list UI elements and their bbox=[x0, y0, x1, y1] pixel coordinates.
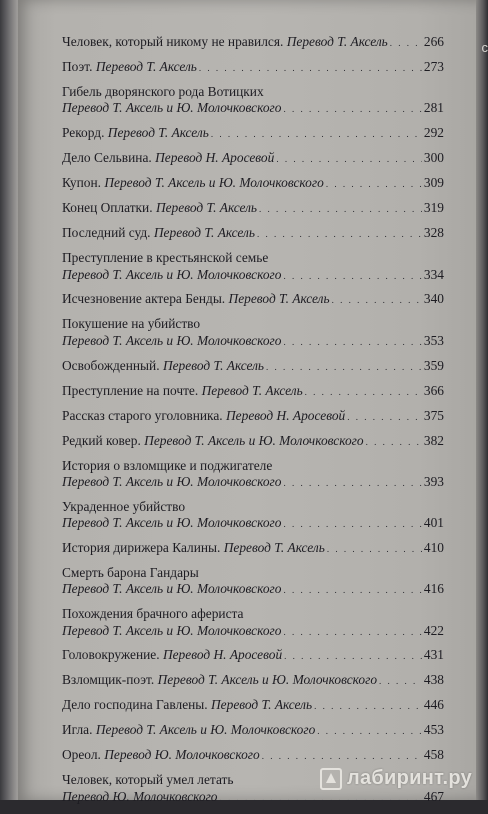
toc-translator: Перевод Н. Аросевой bbox=[155, 150, 274, 166]
labirint-logo-icon bbox=[320, 768, 342, 790]
toc-entry bbox=[62, 125, 444, 142]
toc-translator: Перевод Т. Аксель и Ю. Молочковского bbox=[62, 581, 281, 597]
toc-entry bbox=[62, 175, 444, 192]
toc-page-number: 401 bbox=[424, 515, 444, 531]
toc-entry bbox=[62, 34, 444, 51]
toc-entry bbox=[62, 408, 444, 425]
toc-page-number: 382 bbox=[424, 433, 444, 449]
toc-translator: Перевод Т. Аксель и Ю. Молочковского bbox=[62, 623, 281, 639]
toc-page-number: 366 bbox=[424, 383, 444, 399]
toc-title: Гибель дворянского рода Вотицких bbox=[62, 84, 264, 100]
toc-translator: Перевод Т. Аксель и Ю. Молочковского bbox=[62, 100, 281, 116]
toc-entry bbox=[62, 200, 444, 217]
toc-title: Поэт. bbox=[62, 59, 92, 75]
toc-entry bbox=[62, 59, 444, 76]
toc-page-number: 266 bbox=[424, 34, 444, 50]
toc-title: Ореол. bbox=[62, 747, 101, 763]
toc-page-number: 410 bbox=[424, 540, 444, 556]
toc-translator: Перевод Т. Аксель bbox=[163, 358, 264, 374]
toc-title: Рассказ старого уголовника. bbox=[62, 408, 223, 424]
toc-page-number: 416 bbox=[424, 581, 444, 597]
toc-entry bbox=[62, 697, 444, 714]
toc-entry bbox=[62, 383, 444, 400]
toc-title: Покушение на убийство bbox=[62, 316, 200, 332]
toc-entry bbox=[62, 565, 444, 599]
toc-title: История о взломщике и поджигателе bbox=[62, 458, 272, 474]
toc-entry bbox=[62, 291, 444, 308]
toc-title: Преступление в крестьянской семье bbox=[62, 250, 268, 266]
toc-translator: Перевод Т. Аксель bbox=[229, 291, 330, 307]
toc-page-number: 458 bbox=[424, 747, 444, 763]
toc-page-number: 281 bbox=[424, 100, 444, 116]
toc-title: Человек, который умел летать bbox=[62, 772, 234, 788]
labirint-watermark bbox=[320, 767, 472, 790]
toc-title: Человек, который никому не нравился. bbox=[62, 34, 283, 50]
toc-page-number: 273 bbox=[424, 59, 444, 75]
toc-translator: Перевод Т. Аксель bbox=[202, 383, 303, 399]
toc-page-number: 334 bbox=[424, 267, 444, 283]
toc-page-number: 340 bbox=[424, 291, 444, 307]
toc-page-number: 353 bbox=[424, 333, 444, 349]
toc-translator: Перевод Т. Аксель bbox=[154, 225, 255, 241]
toc-page-number: 431 bbox=[424, 647, 444, 663]
toc-page-number: 453 bbox=[424, 722, 444, 738]
toc-translator: Перевод Т. Аксель bbox=[287, 34, 388, 50]
toc-entry bbox=[62, 225, 444, 242]
toc-title: Игла. bbox=[62, 722, 92, 738]
toc-translator: Перевод Т. Аксель и Ю. Молочковского bbox=[144, 433, 363, 449]
toc-title: Похождения брачного афериста bbox=[62, 606, 243, 622]
corner-mark: c bbox=[482, 40, 488, 55]
toc-translator: Перевод Т. Аксель и Ю. Молочковского bbox=[96, 722, 315, 738]
toc-page-number: 375 bbox=[424, 408, 444, 424]
toc-entry bbox=[62, 606, 444, 640]
toc-title: Преступление на почте. bbox=[62, 383, 198, 399]
toc-entry bbox=[62, 458, 444, 492]
toc-entry bbox=[62, 672, 444, 689]
toc-entry bbox=[62, 540, 444, 557]
page-edge-shadow bbox=[476, 0, 488, 800]
toc-entry bbox=[62, 647, 444, 664]
toc-entry bbox=[62, 150, 444, 167]
toc-page-number: 309 bbox=[424, 175, 444, 191]
toc-title: Конец Оплатки. bbox=[62, 200, 153, 216]
toc-page-number: 393 bbox=[424, 474, 444, 490]
toc-entry bbox=[62, 250, 444, 284]
toc-translator: Перевод Т. Аксель bbox=[224, 540, 325, 556]
toc-title: Рекорд. bbox=[62, 125, 104, 141]
toc-title: Взломщик-поэт. bbox=[62, 672, 154, 688]
toc-translator: Перевод Н. Аросевой bbox=[163, 647, 282, 663]
toc-title: Освобожденный. bbox=[62, 358, 160, 374]
toc-page-number: 467 bbox=[424, 789, 444, 805]
toc-translator: Перевод Т. Аксель и Ю. Молочковского bbox=[62, 267, 281, 283]
toc-title: Дело господина Гавлены. bbox=[62, 697, 208, 713]
toc-page-number: 446 bbox=[424, 697, 444, 713]
toc-title: Редкий ковер. bbox=[62, 433, 141, 449]
table-of-contents bbox=[62, 34, 444, 814]
toc-translator: Перевод Т. Аксель и Ю. Молочковского bbox=[62, 474, 281, 490]
toc-entry bbox=[62, 316, 444, 350]
toc-page-number: 328 bbox=[424, 225, 444, 241]
toc-translator: Перевод Ю. Молочковского bbox=[62, 789, 218, 805]
toc-entry bbox=[62, 747, 444, 764]
toc-translator: Перевод Т. Аксель и Ю. Молочковского bbox=[62, 515, 281, 531]
toc-translator: Перевод Т. Аксель и Ю. Молочковского bbox=[104, 175, 323, 191]
toc-page-number: 422 bbox=[424, 623, 444, 639]
toc-translator: Перевод Т. Аксель bbox=[211, 697, 312, 713]
toc-translator: Перевод Т. Аксель bbox=[156, 200, 257, 216]
toc-translator: Перевод Т. Аксель bbox=[96, 59, 197, 75]
toc-page-number: 438 bbox=[424, 672, 444, 688]
toc-translator: Перевод Ю. Молочковского bbox=[104, 747, 260, 763]
toc-page-number: 300 bbox=[424, 150, 444, 166]
toc-entry bbox=[62, 722, 444, 739]
toc-title: Украденное убийство bbox=[62, 499, 185, 515]
toc-translator: Перевод Н. Аросевой bbox=[226, 408, 345, 424]
toc-translator: Перевод Т. Аксель bbox=[108, 125, 209, 141]
toc-title: Дело Сельвина. bbox=[62, 150, 152, 166]
toc-title: Исчезновение актера Бенды. bbox=[62, 291, 225, 307]
toc-title: Смерть барона Гандары bbox=[62, 565, 199, 581]
toc-translator: Перевод Т. Аксель и Ю. Молочковского bbox=[62, 333, 281, 349]
toc-page-number: 359 bbox=[424, 358, 444, 374]
toc-entry bbox=[62, 84, 444, 118]
toc-title: Последний суд. bbox=[62, 225, 151, 241]
toc-page-number: 292 bbox=[424, 125, 444, 141]
toc-entry bbox=[62, 499, 444, 533]
toc-title: История дирижера Калины. bbox=[62, 540, 220, 556]
watermark-text: лабиринт.ру bbox=[347, 767, 472, 790]
toc-entry bbox=[62, 358, 444, 375]
toc-entry bbox=[62, 433, 444, 450]
toc-translator: Перевод Т. Аксель и Ю. Молочковского bbox=[158, 672, 377, 688]
toc-title: Головокружение. bbox=[62, 647, 160, 663]
toc-page-number: 319 bbox=[424, 200, 444, 216]
toc-title: Купон. bbox=[62, 175, 101, 191]
